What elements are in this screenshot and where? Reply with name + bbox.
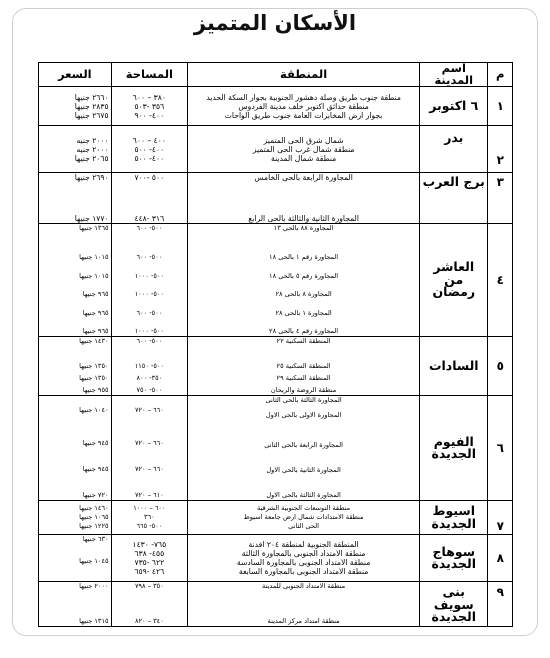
size-line: ٦٢٢ -٧٣٥ bbox=[134, 558, 165, 567]
row-num: ٨ bbox=[488, 535, 513, 582]
header-city: اسم المدينة bbox=[420, 63, 488, 87]
area-line: منطقة جنوب طريق وصلة دهشور الجنوبية بجوار السكة الحديد bbox=[206, 92, 401, 102]
area-line: منطقة التوسعات الجنوبية الشرقية bbox=[257, 504, 351, 512]
price-line: ١٤٦٠ جنيها bbox=[79, 504, 109, 512]
price-line: ٩٦٥ جنيها bbox=[82, 326, 109, 335]
price-line: ٩٦٥ جنيها bbox=[82, 308, 109, 317]
area-line: منطقة شمال غرب الحى المتميز bbox=[252, 144, 355, 154]
row-city: برج العرب bbox=[420, 173, 488, 224]
price-line: ٢٠٦٥ جنيها bbox=[74, 153, 109, 163]
housing-table bbox=[38, 62, 513, 627]
area-line: المنطقة السكنية ٢٢ bbox=[276, 337, 331, 345]
size-line: ٥٠٠- ٧٥٠ bbox=[136, 386, 163, 394]
price-line: ١٠١٥ جنيها bbox=[79, 271, 109, 280]
area-line: المنطقة السكنية ٢٥ bbox=[276, 362, 331, 370]
area-line: الحى الثانى bbox=[288, 522, 320, 530]
table-row bbox=[39, 337, 513, 396]
price-line: ٧٢٠ جنيها bbox=[82, 491, 109, 499]
size-line: ٣٦٠ bbox=[144, 513, 155, 521]
size-line: ٧٦٥- ١٤٣٠ bbox=[132, 540, 167, 549]
row-num: ١ bbox=[488, 87, 513, 126]
price-line: ٢٨٣٥ جنيها bbox=[74, 101, 109, 111]
table-row bbox=[39, 126, 513, 173]
area-line: المجاورة ٨ بالحى ٢٨ bbox=[275, 290, 332, 299]
header-area: المنطقة bbox=[188, 63, 420, 87]
area-line: منطقة امتداد مركز المدينة bbox=[267, 617, 340, 625]
size-line: ٣٤٠ – ٨٢٠ bbox=[134, 617, 164, 625]
row-city: بنى سويف الجديدة bbox=[420, 582, 488, 627]
size-line: ٣٨٠ – ٦٠٠ bbox=[132, 92, 166, 102]
size-line: ٦٦٠ – ٧٢٠ bbox=[134, 439, 164, 447]
area-line: المنطقة السكنية ٢٩ bbox=[276, 374, 331, 382]
area-line: المجاورة ١ بالحى ٢٨ bbox=[275, 308, 332, 317]
size-line: ٤٠٠- ٥٠٠ bbox=[134, 144, 165, 154]
area-line: منطقة الامتداد الجنوبى بالمجاورة السادسة bbox=[236, 558, 371, 567]
size-line: ٤٠٠- ٥٠٠ bbox=[134, 153, 165, 163]
size-line: ٦١٠ – ٧٢٠ bbox=[134, 491, 164, 499]
size-line: ٥٠٠- ١٠٠٠ bbox=[134, 326, 164, 335]
price-line: ١٠٤٠ جنيها bbox=[79, 406, 109, 414]
price-line: ١٣٥٠ جنيها bbox=[79, 362, 109, 370]
row-num: ٦ bbox=[488, 396, 513, 501]
area-line: المجاورة الثانية بالحى الاول bbox=[266, 466, 341, 474]
area-line: منطقة الامتداد الجنوبى بالمجاورة الثالثة bbox=[241, 549, 366, 558]
price-line: ١٠١٥ جنيها bbox=[79, 253, 109, 262]
area-line: منطقة الروضة والريحان bbox=[270, 386, 337, 394]
header-price: السعر bbox=[39, 63, 112, 87]
price-line: ١٣١٥ جنيها bbox=[79, 617, 109, 625]
size-line: ٥٠٠- ١٠٠٠ bbox=[134, 271, 164, 280]
size-line: ٥٠٠- ١٠٠٠ bbox=[134, 290, 164, 299]
price-line: ٩٥٥ جنيها bbox=[82, 386, 109, 394]
price-line: ١٠٦٥ جنيها bbox=[79, 513, 109, 521]
area-line: المجاورة ٨٨ بالحى ١٣ bbox=[273, 224, 334, 232]
page-title: الأسكان المتميز bbox=[193, 11, 357, 35]
area-line: المنطقة الجنوبية لمنطقة ٢٠٤ افدنة bbox=[248, 540, 359, 549]
area-line: المجاورة الرابعة بالحى الخامس bbox=[254, 173, 353, 182]
row-num: ٤ bbox=[488, 224, 513, 337]
row-num: ٩ bbox=[488, 582, 513, 627]
area-line: شمال شرق الحى المتميز bbox=[263, 135, 344, 145]
area-line: المجاورة الاولى بالحى الاول bbox=[265, 411, 342, 419]
row-city: بدر bbox=[420, 126, 488, 173]
area-line: منطقة الامتدادات شمال ارض جامعة اسيوط bbox=[243, 513, 364, 521]
area-line: منطقة الامتداد الجنوبى للمدينة bbox=[262, 582, 346, 590]
area-line: المجاورة الرابعة بالحى الثانى bbox=[264, 441, 343, 449]
price-line: ١٢٢٥ جنيها bbox=[79, 522, 109, 530]
price-line: ٢٦٧٥ جنيها bbox=[74, 110, 109, 120]
row-num: ٥ bbox=[488, 337, 513, 396]
price-line: ٩٤٥ جنيها bbox=[82, 465, 109, 473]
price-line: ٩٤٥ جنيها bbox=[82, 439, 109, 447]
row-num: ٧ bbox=[488, 501, 513, 535]
size-line: ٦٦٠ – ٧٢٠ bbox=[134, 406, 164, 414]
area-line: المجاورة الثانية والثالثة بالحى الرابع bbox=[248, 214, 359, 223]
area-line: المجاورة الثالثة بالحى الثانى bbox=[265, 396, 342, 404]
area-line: منطقة شمال المدينة bbox=[271, 153, 337, 163]
price-line: ٦٣٠ جنيها bbox=[82, 535, 109, 543]
table-row bbox=[39, 501, 513, 535]
area-line: المجاورة رقم ١ بالحى ١٨ bbox=[269, 253, 339, 262]
price-line: ١٧٧٠ جنيها bbox=[74, 214, 109, 223]
area-line: المجاورة الثالثة بالحى الاول bbox=[266, 491, 341, 499]
size-line: ٦٦٠ – ٧٢٠ bbox=[134, 465, 164, 473]
size-line: ٣١٦ -٤٤٨ bbox=[134, 214, 165, 223]
row-city: السادات bbox=[420, 337, 488, 396]
table-row bbox=[39, 87, 513, 126]
price-line: ١٠٤٥ جنيها bbox=[79, 557, 109, 565]
size-line: ٥٠٠- ٦٠٠ bbox=[136, 308, 163, 317]
size-line: ٣٥٠ – ٧٩٨ bbox=[134, 582, 164, 590]
size-line: ٥٠٠- ٦٦٥ bbox=[136, 522, 163, 530]
table-row bbox=[39, 173, 513, 224]
price-line: ٩٦٥ جنيها bbox=[82, 290, 109, 299]
row-city: اسيوط الجديدة bbox=[420, 501, 488, 535]
size-line: ٤٢٦ -٦٥٩ bbox=[134, 567, 165, 576]
row-city: ٦ اكتوبر bbox=[420, 87, 488, 126]
row-city: سوهاج الجديدة bbox=[420, 535, 488, 582]
table-header-row bbox=[39, 63, 513, 87]
row-num: ٣ bbox=[488, 173, 513, 224]
size-line: ٥٠٠- ٦٠٠ bbox=[136, 337, 163, 345]
price-line: ١٤٣٠ جنيها bbox=[79, 337, 109, 345]
size-line: ٣٥٠- ٨٠٠ bbox=[136, 374, 163, 382]
price-line: ٢٠٠٠ جنيها bbox=[79, 582, 109, 590]
size-line: ٥٠٠- ١١٥٠ bbox=[134, 362, 164, 370]
header-num: م bbox=[488, 63, 513, 87]
size-line: ٣٥٦ -٥٠٣ bbox=[134, 101, 165, 111]
price-line: ٢٠٠٠ جنيه bbox=[76, 144, 109, 154]
area-line: منطقة حدائق اكتوبر خلف مدينة الفردوس bbox=[238, 101, 369, 111]
size-line: ٥٠٠ -٧٠٠ bbox=[134, 173, 165, 182]
area-line: منطقة الامتداد الجنوبى بالمجاورة السابعة bbox=[238, 567, 369, 576]
price-line: ١٣٥٠ جنيها bbox=[79, 374, 109, 382]
row-city: العاشر من رمضان bbox=[420, 224, 488, 337]
size-line: ٤٠٠ – ٦٠٠ bbox=[132, 135, 166, 145]
header-size: المساحة bbox=[111, 63, 188, 87]
price-line: ١٣٦٥ جنيها bbox=[79, 224, 109, 232]
table-row bbox=[39, 396, 513, 501]
area-line: بجوار ارض المخابرات العامة جنوب طريق الواحات bbox=[224, 110, 383, 120]
row-city: الفيوم الجديدة bbox=[420, 396, 488, 501]
table-row bbox=[39, 582, 513, 627]
table-row bbox=[39, 224, 513, 337]
size-line: ٦٠٠ – ١٠٠٠ bbox=[133, 504, 166, 512]
table-row bbox=[39, 535, 513, 582]
size-line: ٥٠٠- ٦٠٠ bbox=[136, 224, 163, 232]
row-num: ٢ bbox=[488, 126, 513, 173]
price-line: ٢٠٠٠ جنيه bbox=[76, 135, 109, 145]
area-line: المجاورة رقم ٤ بالحى ٢٨ bbox=[269, 326, 339, 335]
size-line: ٤٠٠- ٩٠٠ bbox=[134, 110, 165, 120]
price-line: ٢٦٦٠ جنيها bbox=[74, 92, 109, 102]
size-line: ٤٥٥- ٦٣٨ bbox=[134, 549, 165, 558]
size-line: ٥٠٠- ٦٠٠ bbox=[136, 253, 163, 262]
area-line: المجاورة رقم ٥ بالحى ١٨ bbox=[269, 271, 339, 280]
price-line: ٢٦٩٠ جنيها bbox=[74, 173, 109, 182]
